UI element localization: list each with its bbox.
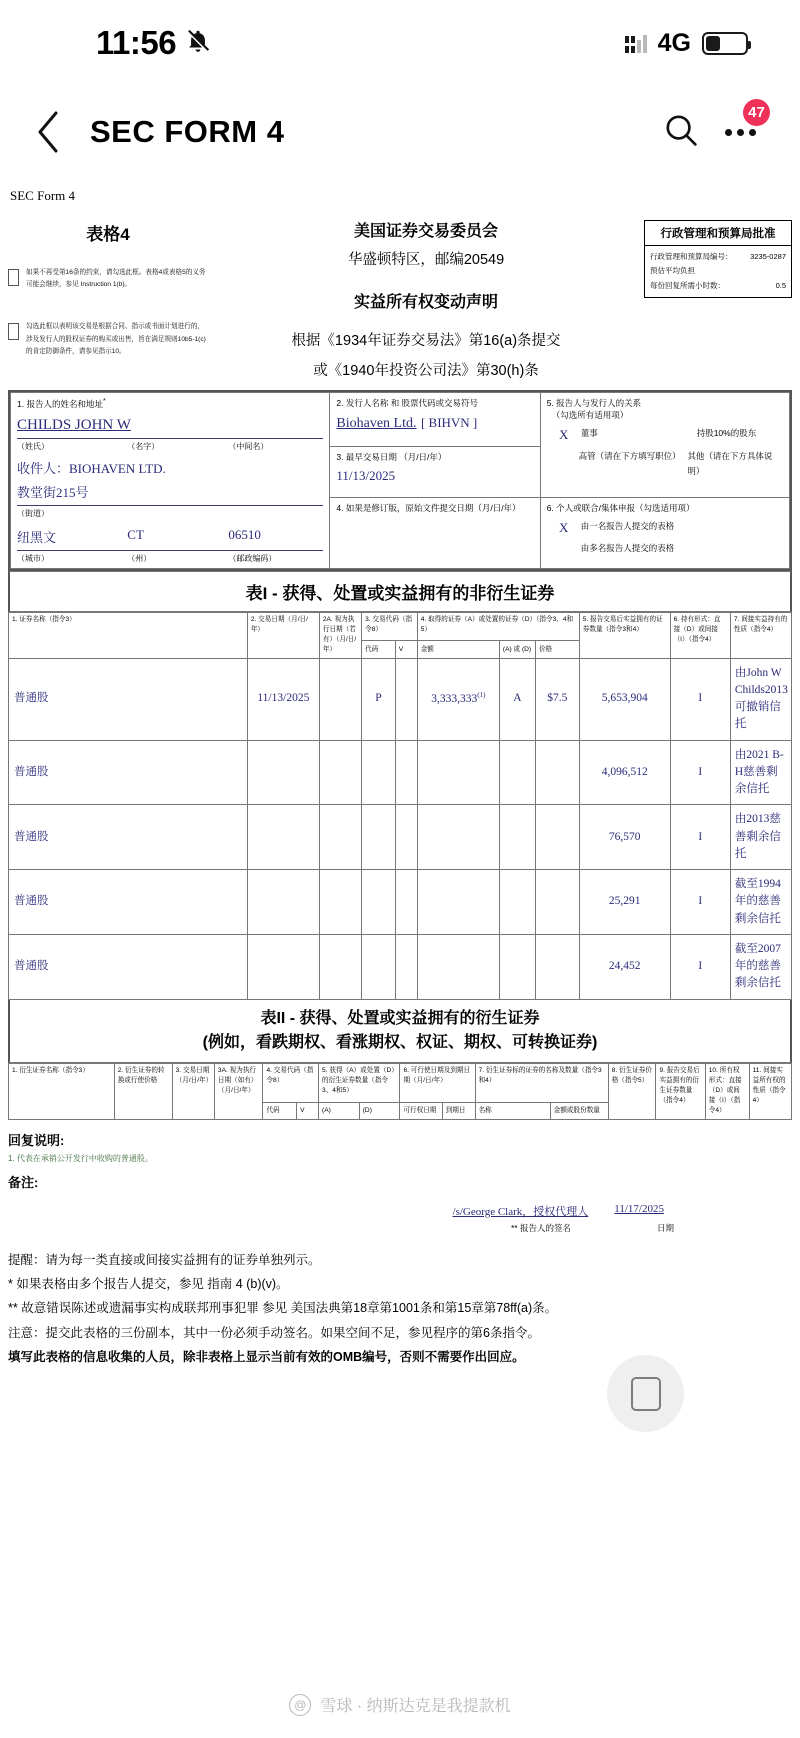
legal-line-3: ** 故意错误陈述或遗漏事实构成联邦刑事犯罪 参见 美国法典第18章第1001条和第15章第78ff(a)条。 [8,1301,558,1316]
omb-header: 行政管理和预算局批准 [645,221,791,246]
checkbox-row-1[interactable] [8,267,208,291]
multi-filer-checkbox-space[interactable] [547,542,581,554]
cell-date [247,934,319,999]
signature-value: /s/George Clark，授权代理人 [452,1205,589,1218]
rotate-screen-icon [631,1377,661,1411]
city-state-zip [17,527,323,546]
signal-icon [625,33,647,53]
table-row [9,870,792,935]
table2-title-line2: (例如，看跌期权、看涨期权、权证、期权、可转换证券) [202,1033,598,1051]
th-transaction-date: 2. 交易日期（月/日/年） [247,612,319,658]
cell-security: 普通股 [9,934,248,999]
cell-deemed [319,740,361,805]
table-row [9,934,792,999]
checkbox-no-longer-subject[interactable] [8,269,19,286]
th-derivative-owned: 9. 报告交易后实益拥有的衍生证券数量（指令4） [656,1063,705,1119]
issuer-line [336,414,533,432]
th-securities-owned: 5. 报告交易后实益拥有的证券数量（指令3和4） [579,612,670,658]
single-filer-checkmark[interactable]: X [559,519,569,535]
legal-line-4: 注意：提交此表格的三份副本，其中一份必须手动签名。如果空间不足，参见程序的第6条指令。 [8,1325,540,1340]
checkbox-rule-10b5-1[interactable] [8,323,19,340]
th-securities-acquired-disposed: 4. 取得的证券（A）或处置的证券（D）（指令3、4和5） [417,612,579,641]
cell-nature: 由2013慈善剩余信托 [730,805,791,870]
label-city: （城市） [17,553,49,563]
cell-owned: 5,653,904 [579,658,670,740]
issuer-name: Biohaven Ltd. [336,415,417,431]
explanation-heading: 回复说明: [8,1132,65,1148]
omb-approval-box [644,220,792,298]
cell-deemed [319,658,361,740]
th-transaction-code: 3. 交易代码（指令8） [362,612,418,641]
label-first-name: （名字） [127,441,160,451]
cell-amount [417,658,499,740]
status-bar [0,0,800,86]
app-bar [0,86,800,178]
table1 [8,612,792,1000]
cell-amendment-date [330,497,540,568]
cell-nature: 由John W Childs2013可撤销信托 [730,658,791,740]
legal-line-1: 提醒：请为每一类直接或间接实益拥有的证券单独列示。 [8,1252,321,1267]
legal-notes [8,1248,792,1370]
status-time: 11:56 [96,24,177,61]
status-bar-left [96,24,211,62]
relationship-ten-percent-owner[interactable]: 持股10%的股东 [696,427,757,438]
cell-price [535,870,579,935]
cell-relationship [540,392,789,497]
document-title: 实益所有权变动声明 [353,294,498,311]
filing-single-label[interactable]: 由一名报告人提交的表格 [580,520,675,531]
cell-code [362,870,396,935]
document-header [8,208,792,384]
th-deemed-execution-date: 2A. 视为执行日期（若有）（月/日/年） [319,612,361,658]
cell-form: I [670,805,730,870]
footer-notes [8,1130,792,1370]
cell-nature: 截至1994年的慈善剩余信托 [730,870,791,935]
bell-slash-icon [185,28,211,59]
cell-acquired-disposed [499,870,535,935]
table2-header-row-1 [9,1063,792,1102]
city-value: 纽黑文 [17,529,57,545]
table2-title-line1: 表II - 获得、处置或实益拥有的衍生证券 [260,1009,540,1027]
cell-owned: 76,570 [579,805,670,870]
cell-price [535,805,579,870]
box4-label: 4. 如果是修订版，原始文件提交日期（月/日/年） [336,502,521,513]
signature-row [8,1203,792,1219]
name-rule [17,438,323,439]
care-of-line: 收件人：BIOHAVEN LTD. [17,460,166,476]
label-zip: （邮政编码） [228,553,277,563]
rotate-screen-button[interactable] [607,1355,684,1432]
cell-form: I [670,870,730,935]
th-underlying-amount: 金额或股份数量 [550,1102,608,1119]
cell-owned: 25,291 [579,870,670,935]
date-label: 日期 [656,1222,674,1233]
city-sublabels [17,553,323,564]
checkbox-1-label: 如果不再受第16条的约束，请勾选此框。表格4或表格5的义务可能会继续，参见 Instruction 1(b)。 [26,269,206,289]
box5-label: 5. 报告人与发行人的关系 [546,397,642,408]
street-address: 教堂街215号 [17,484,89,500]
cell-date [247,740,319,805]
th-derivative-transaction-date: 3. 交易日期（月/日/年） [172,1063,214,1119]
street-rule [17,505,323,506]
omb-hours-row [650,279,786,293]
table2-title [8,1000,792,1063]
box1-label [17,397,323,410]
th-derivative-transaction-code: 4. 交易代码（指令8） [263,1063,319,1102]
omb-number-label: 行政管理和预算局编号： [650,252,733,261]
filing-row-1 [547,520,783,536]
cell-date [247,805,319,870]
relationship-row-1 [547,427,783,443]
cell-amount [417,870,499,935]
header-center-column [208,208,644,384]
remarks-heading: 备注: [8,1174,39,1190]
box1-label-text: 1. 报告人的姓名和地址 [17,398,103,409]
cell-code [362,805,396,870]
header-right-column [644,208,792,298]
cell-price: $7.5 [535,658,579,740]
table1-head [9,612,792,658]
th-price: 价格 [535,641,579,658]
checkbox-row-2[interactable] [8,321,208,358]
signature-labels [8,1222,792,1234]
agency-name: 美国证券交易委员会 [353,223,498,240]
cell-code: P [362,658,396,740]
filing-multi-label[interactable]: 由多名报告人提交的表格 [580,542,675,553]
label-street: （街道） [17,508,49,518]
filing-row-2 [547,542,783,554]
cell-nature: 由2021 B-H慈善剩余信托 [730,740,791,805]
page-title: SEC FORM 4 [90,114,285,149]
footnote-1: 1. 代表在承销公开发行中收购的普通股。 [8,1153,153,1163]
amendment-date-value [336,520,533,554]
battery-icon [702,32,748,55]
earliest-transaction-date: 11/13/2025 [336,467,396,483]
th-d-code: 代码 [263,1102,297,1119]
th-exercisable-expiration: 6. 可行使日期及到期日期（月/日/年） [400,1063,475,1102]
app-bar-actions [663,103,765,153]
cell-deemed [319,805,361,870]
cell-nature: 截至2007年的慈善剩余信托 [730,934,791,999]
th-underlying-title: 名称 [475,1102,550,1119]
officer-checkbox-space[interactable] [547,449,579,479]
omb-burden-label: 预估平均负担 [650,266,695,276]
th-derivative-ownership-form: 10. 所有权形式：直接（D）或间接（I）（指令4） [705,1063,749,1119]
checkbox-2-label: 勾选此框以表明该交易是根据合同、指示或书面计划进行的，涉及发行人的股权证券的购买或出售，旨在满足规则10b5-1(c)的肯定防御条件，请参见指示10。 [26,323,206,355]
box6-label: 6. 个人或联合/集体申报（勾选适用项） [546,502,695,513]
cell-security: 普通股 [9,658,248,740]
cell-acquired-disposed: A [499,658,535,740]
cell-date: 11/13/2025 [247,658,319,740]
label-last-name: （姓氏） [17,441,49,451]
doc-header-line: SEC Form 4 [10,188,76,203]
director-checkmark[interactable]: X [559,426,569,442]
table2 [8,1063,792,1120]
cell-issuer [330,392,540,446]
cell-acquired-disposed [499,934,535,999]
issuer-ticker: [ BIHVN ] [420,414,478,430]
document-body [0,178,800,1370]
cell-form: I [670,740,730,805]
more-options-icon[interactable] [723,103,765,146]
th-derivative-nature: 11. 间接实益所有权的性质（指令 4） [749,1063,791,1119]
cell-form: I [670,934,730,999]
cell-filing-type [540,497,789,568]
cell-owned: 24,452 [579,934,670,999]
cell-v [395,934,417,999]
xueqiu-logo-icon: @ [289,1694,311,1716]
cell-deemed [319,934,361,999]
relationship-row-2 [547,449,783,479]
cell-v [395,805,417,870]
signature-date: 11/17/2025 [614,1202,664,1215]
table1-header-row-1 [9,612,792,641]
form-number: 表格4 [86,225,130,244]
cell-price [535,934,579,999]
cell-v [395,740,417,805]
notification-badge: 47 [743,99,770,126]
th-derivative-deemed-date: 3A. 视为执行日期（如有）（月/日/年） [214,1063,263,1119]
relationship-officer[interactable]: 高管（请在下方填写职位） [578,450,681,461]
th-expiration-date: 到期日 [442,1102,475,1119]
table1-title: 表I - 获得、处置或实益拥有的非衍生证券 [8,571,792,612]
table-row [9,658,792,740]
cell-security: 普通股 [9,740,248,805]
cell-amount [417,934,499,999]
network-type: 4G [657,28,691,57]
table2-head [9,1063,792,1119]
search-icon[interactable] [663,112,699,153]
cell-owned: 4,096,512 [579,740,670,805]
agency-address: 华盛顿特区，邮编20549 [347,252,505,268]
amount-value: 3,333,333 [431,692,478,705]
omb-body [645,246,791,297]
box5-sublabel: （勾选所有适用项） [551,409,629,420]
th-derivative-security: 1. 衍生证券名称（指令3） [9,1063,115,1119]
cell-security: 普通股 [9,870,248,935]
status-bar-right [625,29,748,58]
th-derivative-price: 8. 衍生证券价格（指令5） [608,1063,656,1119]
state-value: CT [127,526,144,542]
cell-acquired-disposed [499,740,535,805]
omb-hours-value: 0.5 [775,280,786,290]
box1-asterisk: * [102,396,106,405]
zip-value: 06510 [228,526,261,542]
statute-line-2: 或《1940年投资公司法》第30(h)条 [313,362,539,379]
street-sublabel [17,508,323,519]
th-amount: 金额 [417,641,499,658]
th-v: V [395,641,417,658]
box2-label: 2. 发行人名称 和 股票代码或交易符号 [336,397,479,408]
cell-reporting-person [11,392,330,568]
reporting-person-name: CHILDS JOHN W [17,416,131,433]
th-ownership-form: 6. 持有形式：直接（D）或间接（I）（指令4） [670,612,730,658]
th-code: 代码 [362,641,396,658]
table-row [9,740,792,805]
watermark [0,1693,800,1716]
city-rule [17,550,323,551]
relationship-director[interactable]: 董事 [580,427,598,438]
omb-burden-row [650,264,786,278]
cell-amount [417,805,499,870]
identity-block [8,390,792,571]
statute-line-1: 根据《1934年证券交易法》第16(a)条提交 [291,333,561,349]
th-a-or-d: (A) 或 (D) [499,641,535,658]
cell-code [362,934,396,999]
name-sublabels [17,441,323,452]
cell-price [535,740,579,805]
omb-hours-label: 每份回复所需小时数： [650,280,725,290]
legal-line-5: 填写此表格的信息收集的人员，除非表格上显示当前有效的OMB编号，否则不需要作出回应。 [8,1350,525,1365]
cell-v [395,658,417,740]
legal-line-2: * 如果表格由多个报告人提交，参见 指南 4 (b)(v)。 [8,1277,289,1292]
th-nature-indirect: 7. 间接实益持有的性质（指令4） [730,612,791,658]
th-d-d: (D) [359,1102,400,1119]
table1-body [9,658,792,999]
cell-form: I [670,658,730,740]
omb-number-value: 3235-0287 [750,252,786,261]
cell-v [395,870,417,935]
watermark-text: 雪球 · 纳斯达克是我提款机 [320,1698,511,1715]
th-underlying-securities: 7. 衍生证券标的证券的名称及数量（指令3和4） [475,1063,608,1102]
label-state: （州） [127,553,152,563]
th-conversion-price: 2. 衍生证券的转换或行使价格 [114,1063,172,1119]
th-derivative-number: 5. 获得（A）或处置（D）的衍生证券数量（指令3、4和5） [319,1063,400,1102]
th-exercisable-date: 可行权日期 [400,1102,442,1119]
header-left-column [8,208,208,358]
cell-earliest-date [330,446,540,497]
cell-code [362,740,396,805]
cell-date [247,870,319,935]
cell-security: 普通股 [9,805,248,870]
th-d-v: V [297,1102,319,1119]
cell-deemed [319,870,361,935]
amount-footnote: (1) [477,691,486,699]
th-d-a: (A) [319,1102,360,1119]
relationship-other[interactable]: 其他（请在下方具体说明） [687,450,773,476]
cell-amount [417,740,499,805]
identity-table [10,392,790,569]
label-middle-name: （中间名） [228,441,269,451]
back-button[interactable] [22,105,76,159]
table-row [9,805,792,870]
box3-label: 3. 最早交易日期 （月/日/年） [336,451,447,462]
th-security-name: 1. 证券名称（指令3） [9,612,248,658]
omb-number-row [650,250,786,264]
signature-label: ** 报告人的签名 [511,1222,571,1233]
cell-acquired-disposed [499,805,535,870]
